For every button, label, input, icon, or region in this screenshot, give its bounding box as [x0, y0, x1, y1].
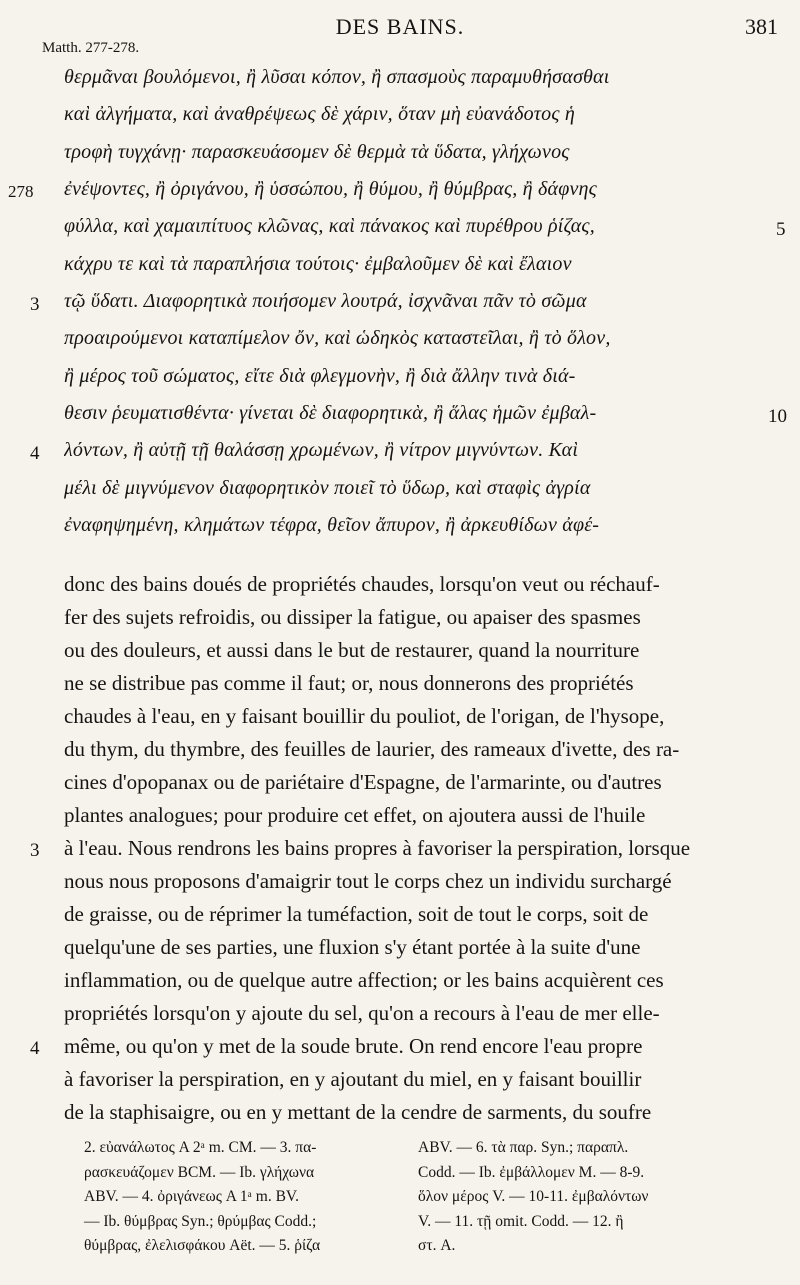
french-line: inflammation, ou de quelque autre affection; or les bains acquièrent ces [64, 968, 664, 992]
french-line: même, ou qu'on y met de la soude brute. On rend encore l'eau propre [64, 1034, 643, 1058]
greek-line: ἢ μέρος τοῦ σώματος, εἴτε διὰ φλεγμονὴν, ἢ διὰ ἄλλην τινὰ διά- [64, 365, 576, 387]
french-line: nous nous proposons d'amaigrir tout le corps chez un individu surchargé [64, 869, 672, 893]
footnote-line: — Ib. θύμβρας Syn.; θρύμβας Codd.; [84, 1212, 317, 1230]
greek-line: καὶ ἀλγήματα, καὶ ἀναθρέψεως δὲ χάριν, ὅταν μὴ εὐανάδοτος ἡ [64, 103, 575, 125]
greek-line: φύλλα, καὶ χαμαιπίτυος κλῶνας, καὶ πάνακος καὶ πυρέθρου ῥίζας, [64, 215, 595, 237]
footnote-line: θύμβρας, ἐλελισφάκου Aët. — 5. ῥίζα [84, 1237, 321, 1254]
greek-line: ἐνέψοντες, ἢ ὀριγάνου, ἢ ὑσσώπου, ἢ θύμου, ἢ θύμβρας, ἢ δάφνης [64, 178, 597, 200]
footnote-line: ὅλον μέρος V. — 10-11. ἐμβαλόντων [418, 1188, 649, 1205]
greek-line: θερμᾶναι βουλόμενοι, ἢ λῦσαι κόπον, ἢ σπασμοὺς παραμυθήσασθαι [64, 66, 610, 88]
french-line: ne se distribue pas comme il faut; or, nous donnerons des propriétés [64, 671, 634, 695]
footnote-line: Codd. — Ib. ἐμβάλλομεν M. — 8-9. [418, 1163, 645, 1181]
french-line: plantes analogues; pour produire cet effet, on ajoutera aussi de l'huile [64, 803, 646, 827]
margin-section-number: 3 [30, 840, 40, 861]
running-title: DES BAINS. [335, 14, 465, 39]
margin-section-number: 4 [30, 1038, 40, 1059]
french-line: à favoriser la perspiration, en y ajoutant du miel, en y faisant bouillir [64, 1067, 642, 1091]
greek-line: λόντων, ἢ αὐτῇ τῇ θαλάσσῃ χρωμένων, ἢ νίτρον μιγνύντων. Καὶ [64, 439, 579, 461]
footnote-line: 2. εὐανάλωτος A 2ᵃ m. CM. — 3. πα- [84, 1139, 317, 1156]
greek-line: μέλι δὲ μιγνύμενον διαφορητικὸν ποιεῖ τὸ ὕδωρ, καὶ σταφὶς ἀγρία [64, 477, 591, 499]
greek-line: κάχρυ τε καὶ τὰ παραπλήσια τούτοις· ἐμβαλοῦμεν δὲ καὶ ἔλαιον [64, 253, 572, 275]
french-line: fer des sujets refroidis, ou dissiper la fatigue, ou apaiser des spasmes [64, 605, 641, 629]
french-line: de graisse, ou de réprimer la tuméfaction, soit de tout le corps, soit de [64, 902, 649, 926]
greek-line: θεσιν ῥευματισθέντα· γίνεται δὲ διαφορητικὰ, ἢ ἅλας ἡμῶν ἐμβαλ- [64, 402, 597, 424]
french-line: à l'eau. Nous rendrons les bains propres à favoriser la perspiration, lorsque [64, 836, 691, 860]
footnotes-right-column [418, 1136, 758, 1259]
greek-line: τροφὴ τυγχάνῃ· παρασκευάσομεν δὲ θερμὰ τὰ ὕδατα, γλήχωνος [64, 141, 570, 163]
footnote-line: V. — 11. τῇ omit. Codd. — 12. ἢ [418, 1212, 624, 1230]
french-line: propriétés lorsqu'on y ajoute du sel, qu'on a recours à l'eau de mer elle- [64, 1001, 660, 1025]
french-line: ou des douleurs, et aussi dans le but de restaurer, quand la nourriture [64, 638, 640, 662]
margin-matthaei-page: 278 [8, 182, 34, 201]
french-line: du thym, du thymbre, des feuilles de laurier, des rameaux d'ivette, des ra- [64, 737, 680, 761]
footnote-line: ABV. — 4. ὀριγάνεως A 1ᵃ m. BV. [84, 1188, 300, 1205]
greek-line: ἐναφηψημένη, κλημάτων τέφρα, θεῖον ἄπυρον, ἢ ἀρκευθίδων ἀφέ- [64, 514, 600, 536]
french-line: de la staphisaigre, ou en y mettant de la cendre de sarments, du soufre [64, 1100, 652, 1124]
french-line: quelqu'une de ses parties, une fluxion s'y étant portée à la suite d'une [64, 935, 641, 959]
french-line: donc des bains doués de propriétés chaudes, lorsqu'on veut ou réchauf- [64, 572, 660, 596]
french-line: chaudes à l'eau, en y faisant bouillir du pouliot, de l'origan, de l'hysope, [64, 704, 665, 728]
margin-line-number: 10 [768, 406, 787, 427]
french-line: cines d'opopanax ou de pariétaire d'Espagne, de l'armarinte, ou d'autres [64, 770, 662, 794]
footnotes-left-column [84, 1136, 404, 1259]
margin-section-number: 4 [30, 443, 40, 464]
edition-reference: Matth. 277-278. [42, 40, 140, 56]
greek-line: τῷ ὕδατι. Διαφορητικὰ ποιήσομεν λουτρά, ἰσχνᾶναι πᾶν τὸ σῶμα [64, 290, 587, 312]
margin-line-number: 5 [776, 219, 786, 240]
margin-section-number: 3 [30, 294, 40, 315]
greek-line: προαιρούμενοι καταπίμελον ὄν, καὶ ὡδηκὸς καταστεῖλαι, ἢ τὸ ὅλον, [64, 327, 611, 349]
footnote-line: στ. A. [418, 1237, 456, 1254]
footnote-line: ABV. — 6. τὰ παρ. Syn.; παραπλ. [418, 1139, 629, 1156]
footnote-line: ρασκευάζομεν BCM. — Ib. γλήχωνα [84, 1163, 315, 1181]
page-number: 381 [745, 14, 778, 39]
